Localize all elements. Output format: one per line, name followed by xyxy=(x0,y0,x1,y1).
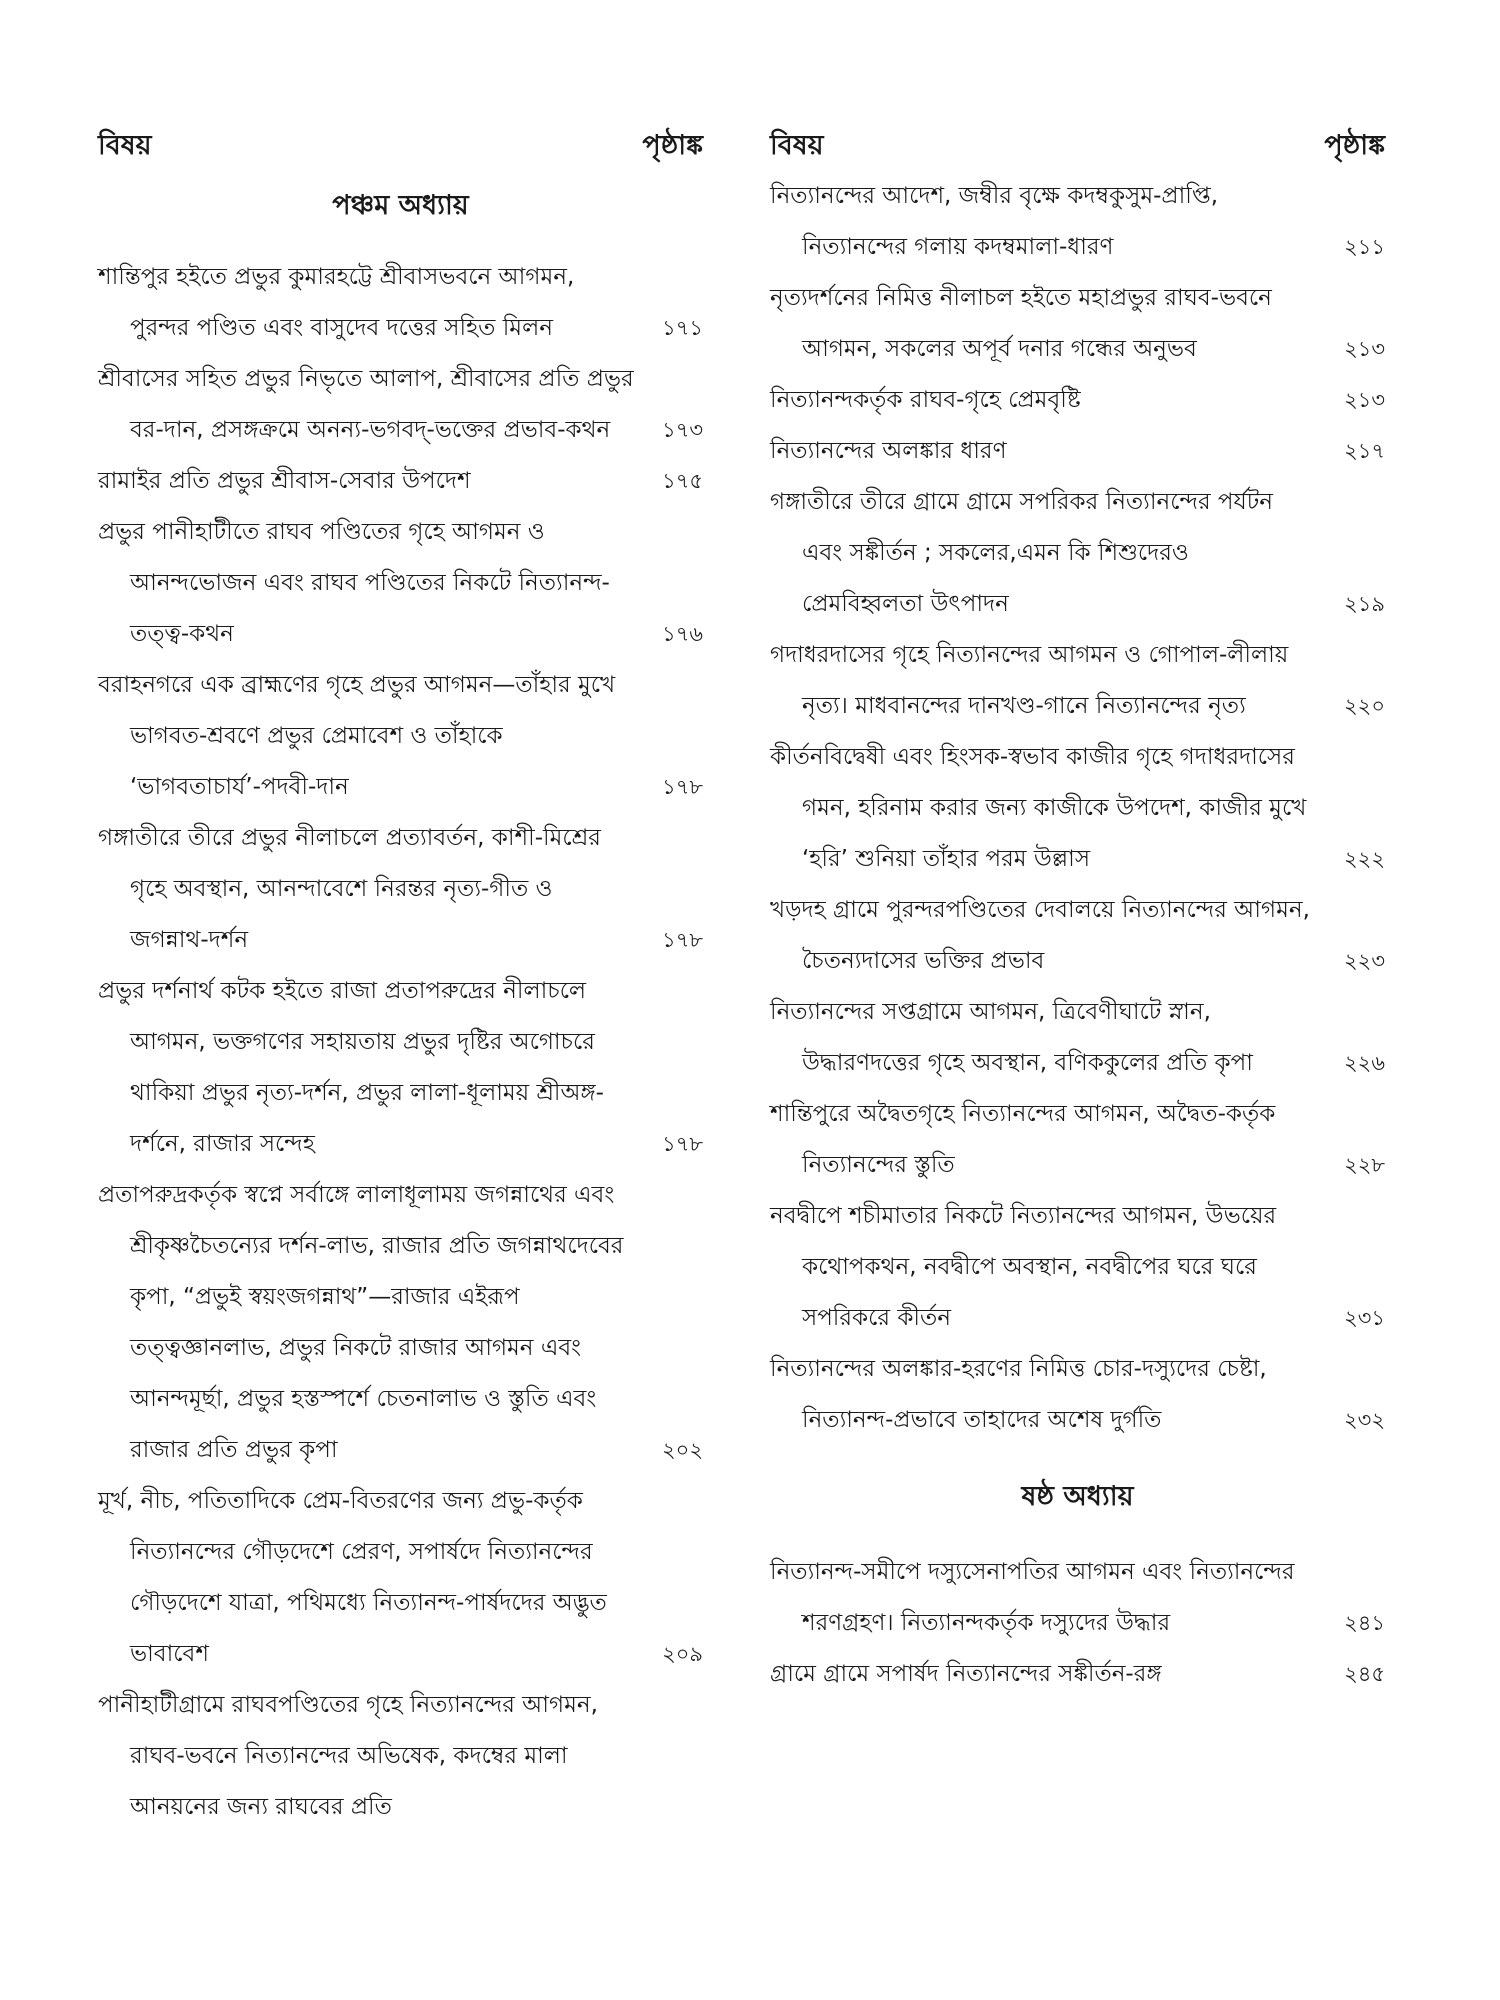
entry-page-number: ১৭৩ xyxy=(662,418,703,442)
left-column xyxy=(98,125,703,1833)
entry-page-number: ১৭৬ xyxy=(662,622,703,646)
entry-text: মূর্খ, নীচ, পতিতাদিকে প্রেম-বিতরণের জন্য প্রভু-কর্তৃক নিত্যানন্দের গৌড়দেশে প্রেরণ, সপার্ষদে নিত্যানন্দের গৌড়দেশে যাত্রা, পথিমধ্যে নিত্যানন্দ-পার্ষদদের অদ্ভুত ভাবাবেশ xyxy=(98,1488,607,1667)
entry-page-number: ২১৩ xyxy=(1344,388,1385,412)
toc-entry xyxy=(98,1170,703,1476)
entry-text: নিত্যানন্দের সপ্তগ্রামে আগমন, ত্রিবেণীঘাটে স্নান, উদ্ধারণদত্তের গৃহে অবস্থান, বণিককুলের প্রতি কৃপা xyxy=(770,999,1253,1076)
toc-entry xyxy=(770,1191,1385,1344)
entry-page-number: ২৪৫ xyxy=(1344,1662,1385,1686)
page-heading: পৃষ্ঠাঙ্ক xyxy=(642,130,703,161)
entry-text: প্রতাপরুদ্রকর্তৃক স্বপ্নে সর্বাঙ্গে লালাধূলাময় জগন্নাথের এবং শ্রীকৃষ্ণচৈতন্যের দর্শন-লাভ, রাজার প্রতি জগন্নাথদেবের কৃপা, “প্রভুই স্বয়ংজগন্নাথ”—রাজার এইরূপ তত্ত্বজ্ঞানলাভ, প্রভুর নিকটে রাজার আগমন এবং আনন্দমূর্ছা, প্রভুর হস্তস্পর্শে চেতনালাভ ও স্তুতি এবং রাজার প্রতি প্রভুর কৃপা xyxy=(98,1182,624,1463)
toc-entry xyxy=(770,477,1385,630)
entry-text: পানীহাটীগ্রামে রাঘবপণ্ডিতের গৃহে নিত্যানন্দের আগমন, রাঘব-ভবনে নিত্যানন্দের অভিষেক, কদম্বের মালা আনয়নের জন্য রাঘবের প্রতি xyxy=(98,1692,598,1820)
entry-page-number: ২২৩ xyxy=(1344,949,1385,973)
entry-text: গদাধরদাসের গৃহে নিত্যানন্দের আগমন ও গোপাল-লীলায় নৃত্য। মাধবানন্দের দানখণ্ড-গানে নিত্যানন্দের নৃত্য xyxy=(770,642,1289,719)
toc-entry xyxy=(98,1476,703,1680)
entry-page-number: ২০৯ xyxy=(662,1642,703,1666)
toc-entry xyxy=(770,171,1385,273)
entry-text: রামাইর প্রতি প্রভুর শ্রীবাস-সেবার উপদেশ xyxy=(98,468,471,494)
entry-list xyxy=(770,171,1385,1446)
entry-page-number: ১৭১ xyxy=(662,316,703,340)
entry-page-number: ২৪১ xyxy=(1344,1611,1385,1635)
entry-text: নিত্যানন্দের অলঙ্কার-হরণের নিমিত্ত চোর-দস্যুদের চেষ্টা, নিত্যানন্দ-প্রভাবে তাহাদের অশেষ দুর্গতি xyxy=(770,1356,1267,1433)
entry-text: নিত্যানন্দের আদেশ, জম্বীর বৃক্ষে কদম্বকুসুম-প্রাপ্তি, নিত্যানন্দের গলায় কদম্বমালা-ধারণ xyxy=(770,183,1219,260)
page-heading: পৃষ্ঠাঙ্ক xyxy=(1324,130,1385,161)
toc-entry xyxy=(770,630,1385,732)
entry-page-number: ১৭৫ xyxy=(662,469,703,493)
chapter-title: ষষ্ঠ অধ্যায় xyxy=(1021,1481,1134,1512)
entry-text: নিত্যানন্দকর্তৃক রাঘব-গৃহে প্রেমবৃষ্টি xyxy=(770,387,1081,413)
toc-entry xyxy=(770,732,1385,885)
entry-text: গঙ্গাতীরে তীরে গ্রামে গ্রামে সপরিকর নিত্যানন্দের পর্যটন এবং সঙ্কীর্তন ; সকলের,এমন কি শিশুদেরও প্রেমবিহ্বলতা উৎপাদন xyxy=(770,489,1274,617)
subject-heading: বিষয় xyxy=(770,130,824,161)
entry-text: নবদ্বীপে শচীমাতার নিকটে নিত্যানন্দের আগমন, উভয়ের কথোপকথন, নবদ্বীপে অবস্থান, নবদ্বীপের ঘরে ঘরে সপরিকরে কীর্তন xyxy=(770,1203,1277,1331)
toc-entry xyxy=(770,885,1385,987)
entry-page-number: ১৭৮ xyxy=(662,928,703,952)
entry-page-number: ২৩১ xyxy=(1344,1306,1385,1330)
entry-page-number: ২১৯ xyxy=(1344,592,1385,616)
entry-page-number: ২১৭ xyxy=(1344,439,1385,463)
right-column-header xyxy=(770,125,1385,171)
toc-entry xyxy=(98,1680,703,1833)
entry-page-number: ২০২ xyxy=(662,1438,703,1462)
entry-text: গ্রামে গ্রামে সপার্ষদ নিত্যানন্দের সঙ্কীর্তন-রঙ্গ xyxy=(770,1661,1162,1687)
entry-text: শান্তিপুর হইতে প্রভুর কুমারহট্টে শ্রীবাসভবনে আগমন, পুরন্দর পণ্ডিত এবং বাসুদেব দত্তের সহিত মিলন xyxy=(98,264,575,341)
toc-entry xyxy=(770,1089,1385,1191)
entry-page-number: ২২৬ xyxy=(1344,1051,1385,1075)
entry-list xyxy=(770,1547,1385,1700)
toc-entry xyxy=(98,507,703,660)
entry-text: কীর্তনবিদ্বেষী এবং হিংসক-স্বভাব কাজীর গৃহে গদাধরদাসের গমন, হরিনাম করার জন্য কাজীকে উপদেশ, কাজীর মুখে ‘হরি’ শুনিয়া তাঁহার পরম উল্লাস xyxy=(770,744,1307,872)
right-column xyxy=(770,125,1385,1700)
toc-entry xyxy=(98,354,703,456)
entry-text: শ্রীবাসের সহিত প্রভুর নিভৃতে আলাপ, শ্রীবাসের প্রতি প্রভুর বর-দান, প্রসঙ্গক্রমে অনন্য-ভগবদ্-ভক্তের প্রভাব-কথন xyxy=(98,366,634,443)
entry-text: প্রভুর দর্শনার্থ কটক হইতে রাজা প্রতাপরুদ্রের নীলাচলে আগমন, ভক্তগণের সহায়তায় প্রভুর দৃষ্টির অগোচরে থাকিয়া প্রভুর নৃত্য-দর্শন, প্রভুর লালা-ধূলাময় শ্রীঅঙ্গ-দর্শনে, রাজার সন্দেহ xyxy=(98,978,604,1157)
entry-page-number: ২১৩ xyxy=(1344,337,1385,361)
chapter-title: পঞ্চম অধ্যায় xyxy=(332,190,469,221)
toc-entry xyxy=(98,966,703,1170)
toc-entry xyxy=(770,375,1385,426)
entry-text: প্রভুর পানীহাটীতে রাঘব পণ্ডিতের গৃহে আগমন ও আনন্দভোজন এবং রাঘব পণ্ডিতের নিকটে নিত্যানন্দ-তত্ত্ব-কথন xyxy=(98,519,610,647)
toc-entry xyxy=(98,252,703,354)
entry-text: শান্তিপুরে অদ্বৈতগৃহে নিত্যানন্দের আগমন, অদ্বৈত-কর্তৃক নিত্যানন্দের স্তুতি xyxy=(770,1101,1276,1178)
entry-text: নিত্যানন্দ-সমীপে দস্যুসেনাপতির আগমন এবং নিত্যানন্দের শরণগ্রহণ। নিত্যানন্দকর্তৃক দস্যুদের উদ্ধার xyxy=(770,1559,1295,1636)
toc-entry xyxy=(770,426,1385,477)
entry-page-number: ২২২ xyxy=(1344,847,1385,871)
toc-entry xyxy=(770,987,1385,1089)
toc-entry xyxy=(98,813,703,966)
subject-heading: বিষয় xyxy=(98,130,152,161)
toc-entry xyxy=(770,273,1385,375)
entry-page-number: ১৭৮ xyxy=(662,775,703,799)
entry-text: নৃত্যদর্শনের নিমিত্ত নীলাচল হইতে মহাপ্রভুর রাঘব-ভবনে আগমন, সকলের অপূর্ব দনার গন্ধের অনুভব xyxy=(770,285,1272,362)
toc-entry xyxy=(770,1547,1385,1649)
entry-text: নিত্যানন্দের অলঙ্কার ধারণ xyxy=(770,438,1007,464)
toc-entry xyxy=(770,1649,1385,1700)
entry-text: খড়দহ গ্রামে পুরন্দরপণ্ডিতের দেবালয়ে নিত্যানন্দের আগমন, চৈতন্যদাসের ভক্তির প্রভাব xyxy=(770,897,1310,974)
toc-entry xyxy=(770,1344,1385,1446)
entry-text: গঙ্গাতীরে তীরে প্রভুর নীলাচলে প্রত্যাবর্তন, কাশী-মিশ্রের গৃহে অবস্থান, আনন্দাবেশে নিরন্তর নৃত্য-গীত ও জগন্নাথ-দর্শন xyxy=(98,825,601,953)
toc-entry xyxy=(98,660,703,813)
entry-page-number: ২২৮ xyxy=(1344,1153,1385,1177)
entry-page-number: ২২০ xyxy=(1344,694,1385,718)
toc-entry xyxy=(98,456,703,507)
entry-text: বরাহনগরে এক ব্রাহ্মণের গৃহে প্রভুর আগমন—তাঁহার মুখে ভাগবত-শ্রবণে প্রভুর প্রেমাবেশ ও তাঁহাকে ‘ভাগবতাচার্য’-পদবী-দান xyxy=(98,672,616,800)
left-column-header xyxy=(98,125,703,171)
entry-page-number: ২৩২ xyxy=(1344,1408,1385,1432)
entry-list xyxy=(98,252,703,1833)
entry-page-number: ২১১ xyxy=(1344,235,1385,259)
entry-page-number: ১৭৮ xyxy=(662,1132,703,1156)
